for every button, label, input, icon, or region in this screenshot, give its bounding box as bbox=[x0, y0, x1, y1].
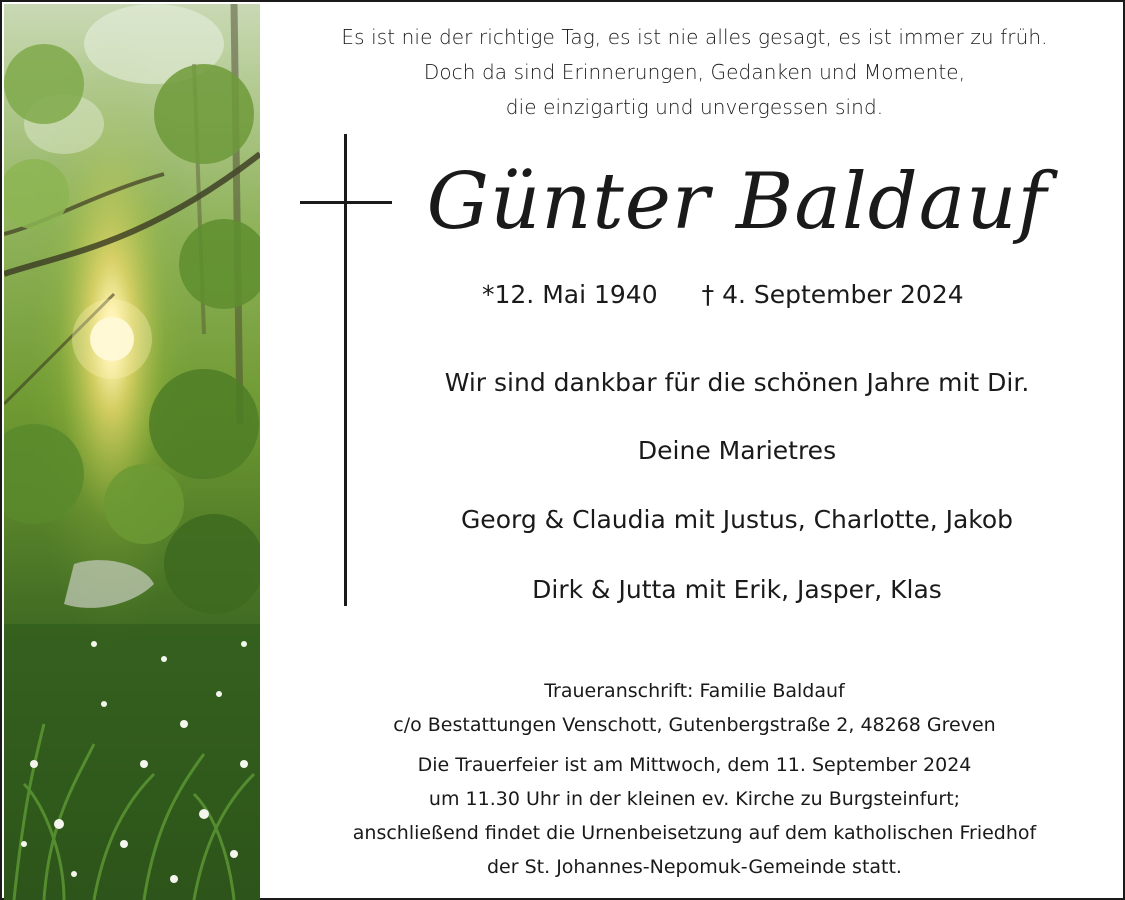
mourner-line: Deine Marietres bbox=[637, 436, 837, 465]
gratitude-line: Wir sind dankbar für die schönen Jahre mit Dir. bbox=[444, 368, 1030, 397]
service-info bbox=[262, 748, 1125, 884]
poem-line: die einzigartig und unvergessen sind. bbox=[505, 95, 884, 119]
birth-date: *12. Mai 1940 bbox=[482, 280, 658, 309]
service-line: anschließend findet die Urnenbeisetzung auf dem katholischen Friedhof bbox=[352, 822, 1037, 844]
forest-sunlight-photo bbox=[4, 4, 260, 900]
deceased-name: Günter Baldauf bbox=[426, 157, 1048, 247]
mourner-line: Georg & Claudia mit Justus, Charlotte, Jakob bbox=[460, 505, 1014, 534]
poem-block bbox=[262, 20, 1125, 125]
service-line: Die Trauerfeier ist am Mittwoch, dem 11. September 2024 bbox=[417, 754, 972, 776]
mourning-address bbox=[262, 674, 1125, 742]
poem-line: Doch da sind Erinnerungen, Gedanken und Momente, bbox=[423, 60, 966, 84]
service-line: der St. Johannes-Nepomuk-Gemeinde statt. bbox=[487, 856, 902, 878]
mourner-line: Dirk & Jutta mit Erik, Jasper, Klas bbox=[532, 575, 942, 604]
address-line: c/o Bestattungen Venschott, Gutenbergstraße 2, 48268 Greven bbox=[393, 714, 996, 736]
poem-line: Es ist nie der richtige Tag, es ist nie alles gesagt, es ist immer zu früh. bbox=[341, 25, 1048, 49]
death-date: † 4. September 2024 bbox=[701, 280, 964, 309]
address-line: Traueranschrift: Familie Baldauf bbox=[544, 680, 845, 702]
life-dates bbox=[482, 280, 964, 309]
service-line: um 11.30 Uhr in der kleinen ev. Kirche zu Burgsteinfurt; bbox=[428, 788, 961, 810]
